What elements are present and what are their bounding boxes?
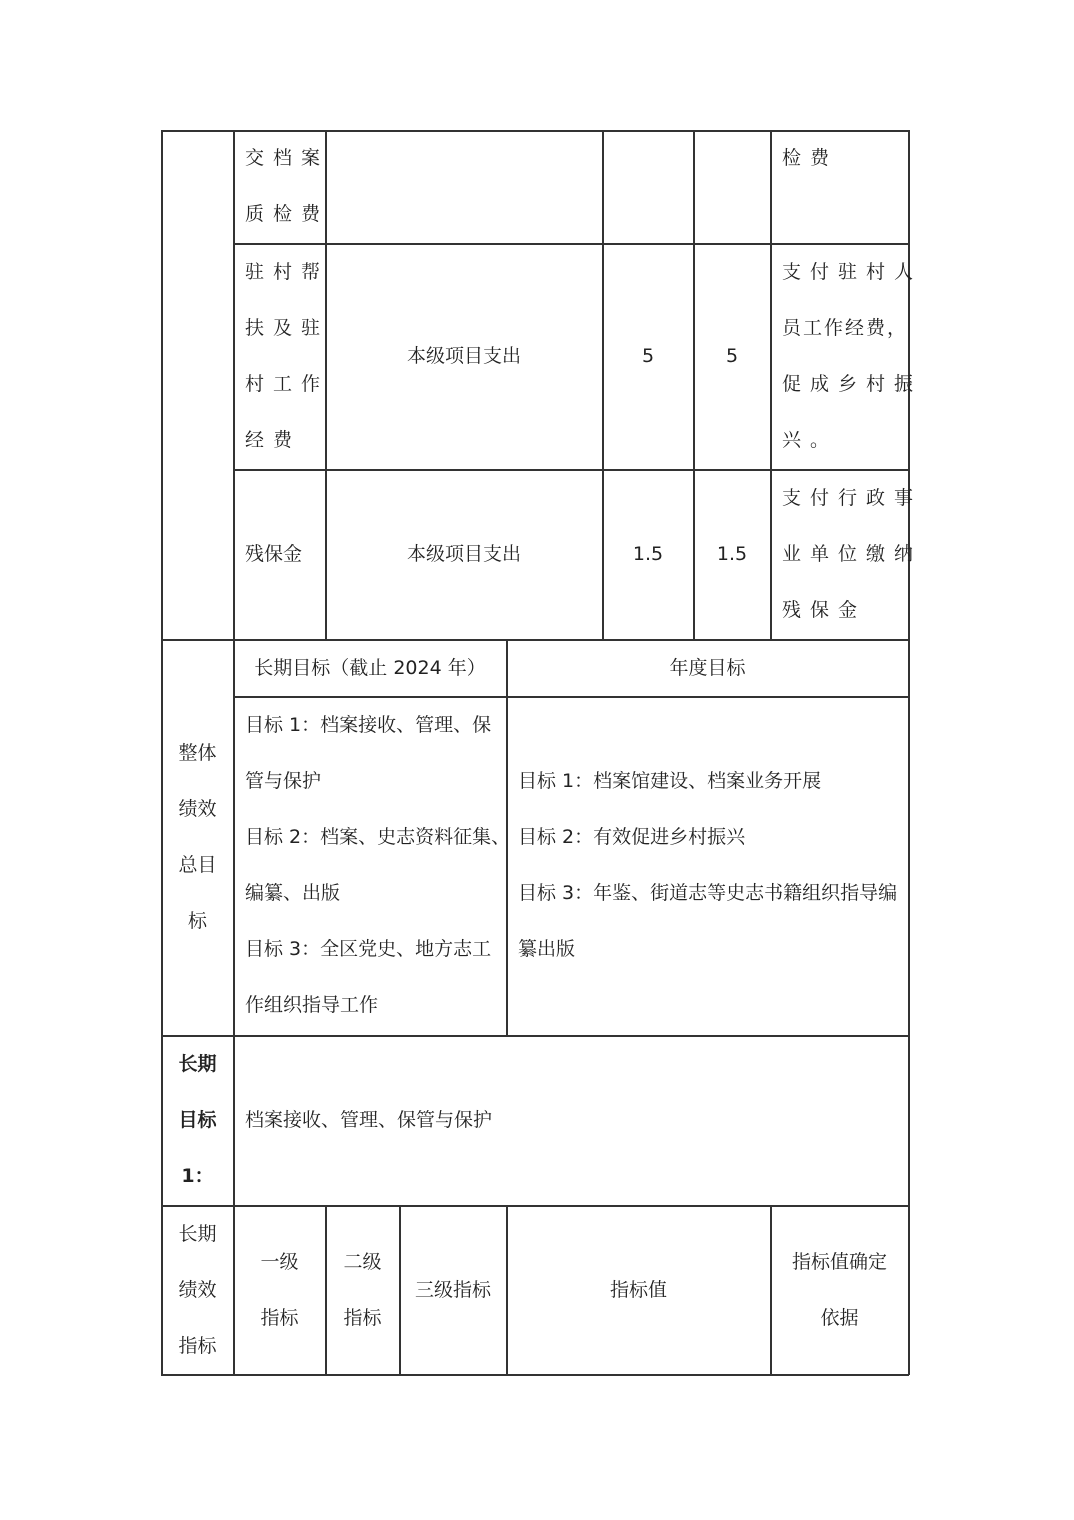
item-desc-line: 员工作经费，	[782, 317, 909, 339]
long-goal-1-text: 档案接收、管理、保管与保护	[245, 1109, 493, 1131]
long-term-goal-line: 目标 3：全区党史、地方志工	[245, 938, 492, 960]
level1-indicator-header-line: 指标	[260, 1307, 299, 1329]
indicator-side-label-line: 长期	[178, 1223, 217, 1245]
item-desc-line: 兴。	[782, 429, 839, 451]
item-value-2: 5	[725, 345, 739, 367]
long-goal-1-label-line: 1：	[181, 1165, 214, 1187]
annual-goal-line: 纂出版	[518, 938, 576, 960]
long-goal-1-label-line: 长期	[178, 1053, 217, 1075]
table-border-bottom	[161, 1374, 909, 1376]
item-value-2: 1.5	[716, 543, 748, 565]
row-divider	[161, 1035, 909, 1037]
column-divider	[233, 130, 235, 1375]
item-name-line: 质检费	[245, 203, 330, 225]
item-name-line: 村工作	[245, 373, 330, 395]
level2-indicator-header-line: 指标	[343, 1307, 382, 1329]
long-term-goal-line: 目标 1：档案接收、管理、保	[245, 714, 492, 736]
table-border-right	[908, 130, 910, 1375]
item-desc-line: 促成乡村振	[782, 373, 923, 395]
item-type: 本级项目支出	[406, 543, 521, 565]
item-value-1: 1.5	[632, 543, 664, 565]
item-name-line: 驻村帮	[245, 261, 330, 283]
indicator-basis-header-line: 指标值确定	[791, 1251, 887, 1273]
item-desc-line: 支付驻村人	[782, 261, 923, 283]
long-term-goal-line: 编纂、出版	[245, 882, 341, 904]
item-name: 残保金	[245, 543, 303, 565]
item-desc-line: 检费	[782, 147, 839, 169]
long-term-goal-line: 作组织指导工作	[245, 994, 379, 1016]
annual-goal-line: 目标 2：有效促进乡村振兴	[518, 826, 746, 848]
item-desc-line: 残保金	[782, 599, 867, 621]
column-divider	[770, 130, 772, 640]
goals-side-label-line: 总目	[178, 854, 217, 876]
item-type: 本级项目支出	[406, 345, 521, 367]
item-name-line: 经费	[245, 429, 302, 451]
level2-indicator-header-line: 二级	[343, 1251, 382, 1273]
item-value-1: 5	[641, 345, 655, 367]
long-term-goal-header: 长期目标（截止 2024 年）	[254, 657, 486, 679]
item-desc-line: 业单位缴纳	[782, 543, 923, 565]
indicator-side-label-line: 绩效	[178, 1279, 217, 1301]
indicator-value-header: 指标值	[609, 1279, 667, 1301]
item-name-line: 扶及驻	[245, 317, 330, 339]
indicator-basis-header-line: 依据	[820, 1307, 859, 1329]
item-desc-line: 支付行政事	[782, 487, 923, 509]
annual-goal-header: 年度目标	[669, 657, 746, 679]
long-term-goal-line: 管与保护	[245, 770, 322, 792]
long-goal-1-label-line: 目标	[178, 1109, 217, 1131]
annual-goal-line: 目标 1：档案馆建设、档案业务开展	[518, 770, 822, 792]
annual-goal-line: 目标 3：年鉴、街道志等史志书籍组织指导编	[518, 882, 898, 904]
indicator-side-label-line: 指标	[178, 1335, 217, 1357]
goals-side-label-line: 绩效	[178, 798, 217, 820]
level1-indicator-header-line: 一级	[260, 1251, 299, 1273]
item-name-line: 交档案	[245, 147, 330, 169]
goals-side-label-line: 标	[187, 910, 207, 932]
row-divider	[161, 1205, 909, 1207]
goals-side-label-line: 整体	[178, 742, 217, 764]
long-term-goal-line: 目标 2：档案、史志资料征集、	[245, 826, 511, 848]
level3-indicator-header: 三级指标	[414, 1279, 491, 1301]
